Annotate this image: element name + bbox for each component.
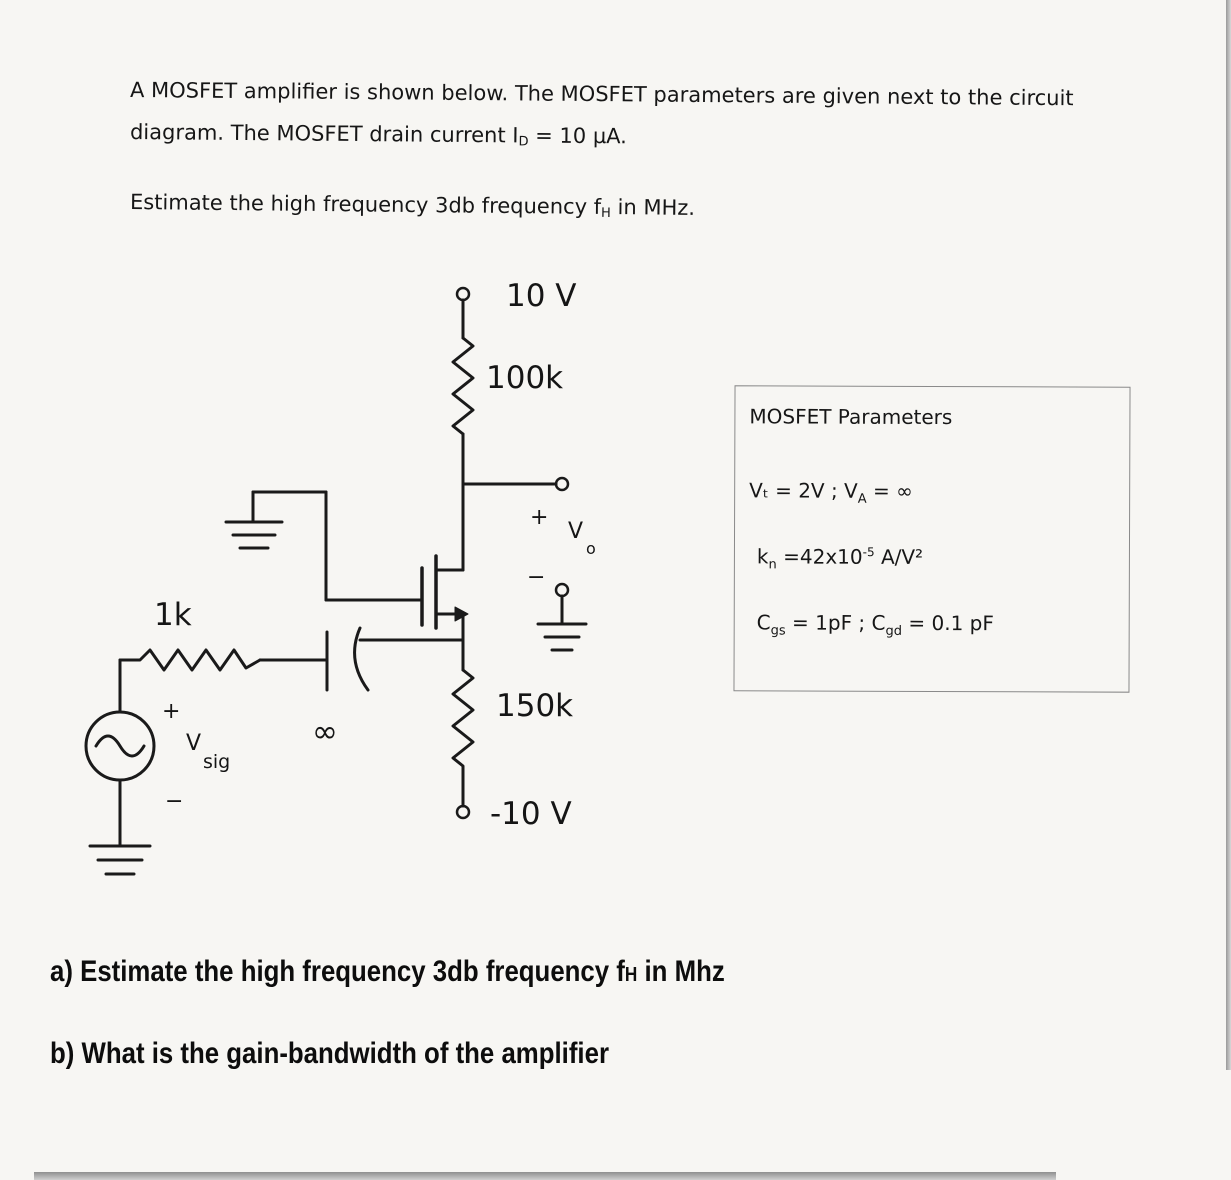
question-a-suffix: in Mhz <box>637 955 725 988</box>
source-label: V <box>186 731 202 756</box>
output-label: V <box>568 519 584 544</box>
vt-text: Vₜ = 2V ; V <box>749 478 858 503</box>
parameter-capacitances <box>757 610 994 639</box>
vss-label: -10 V <box>490 796 572 832</box>
output-plus-label: + <box>530 505 549 530</box>
drain-current-value: = 10 µA. <box>528 123 628 149</box>
source-plus-label: + <box>162 699 181 724</box>
va-subscript: A <box>857 491 867 507</box>
kn-subscript: n <box>768 557 777 573</box>
coupling-capacitor-curved-plate <box>355 628 368 690</box>
drain-current-subscript: D <box>518 134 529 150</box>
kn-symbol: k <box>756 544 769 569</box>
output-minus-terminal <box>556 584 568 596</box>
output-minus-label: − <box>527 565 546 590</box>
vss-terminal <box>457 806 469 818</box>
estimate-suffix: in MHz. <box>610 195 696 220</box>
va-value: = ∞ <box>866 478 913 503</box>
source-resistor-label: 150k <box>496 688 574 724</box>
signal-resistor <box>120 650 260 670</box>
drain-resistor <box>453 338 473 434</box>
mosfet-parameters-box <box>733 385 1130 692</box>
source-label-subscript: sig <box>203 751 231 773</box>
capacitor-value-label: ∞ <box>312 714 338 750</box>
vdd-label: 10 V <box>506 278 577 314</box>
source-resistor <box>453 670 473 806</box>
cgs-value: = 1pF ; C <box>785 610 886 635</box>
intro-text-line-1: A MOSFET amplifier is shown below. The MOSFET parameters are given next to the circuit <box>129 78 1074 111</box>
question-b: b) What is the gain-bandwidth of the amplifier <box>50 1037 609 1070</box>
cgd-value: = 0.1 pF <box>902 610 994 636</box>
question-a-subscript: H <box>624 964 638 986</box>
parameters-title: MOSFET Parameters <box>749 404 953 430</box>
drain-resistor-label: 100k <box>486 360 564 396</box>
vdd-terminal <box>457 288 469 300</box>
parameter-kn <box>757 544 923 573</box>
signal-resistor-label: 1k <box>154 597 192 633</box>
cgd-subscript: gd <box>885 623 903 639</box>
cgs-subscript: gs <box>770 623 786 639</box>
output-terminal <box>556 478 568 490</box>
cgs-symbol: C <box>756 610 771 635</box>
source-minus-label: − <box>165 789 184 814</box>
estimate-text: Estimate the high frequency 3db frequency f <box>129 190 602 219</box>
kn-unit: A/V² <box>874 544 924 569</box>
question-a-text: a) Estimate the high frequency 3db frequency f <box>50 955 625 988</box>
intro-text-prefix: diagram. The MOSFET drain current I <box>129 120 519 148</box>
question-a <box>50 955 725 989</box>
kn-exponent: -5 <box>862 545 875 560</box>
kn-value: =42x10 <box>776 544 863 569</box>
signal-source-sine-icon <box>96 736 144 756</box>
estimate-subscript: H <box>601 205 611 222</box>
parameter-threshold-voltage <box>749 478 913 507</box>
output-label-subscript: o <box>586 539 596 558</box>
